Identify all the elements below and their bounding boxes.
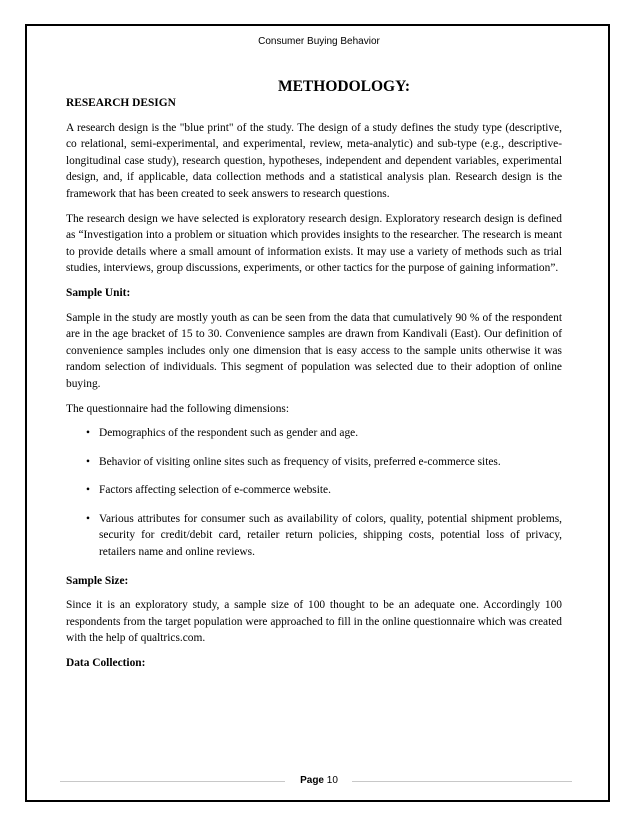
sample-size-paragraph: Since it is an exploratory study, a sample size of 100 thought to be an adequate one. Accordingly 100 respondents from the target population were approached to fill in the online questionnaire which was created with the help of qualtrics.com. (66, 599, 562, 645)
bullet-icon: • (86, 484, 90, 497)
list-item (66, 425, 562, 442)
page-number: 10 (326, 775, 338, 786)
list-item (66, 511, 562, 561)
research-design-paragraph-1: A research design is the "blue print" of the study. The design of a study defines the study type (descriptive, co relational, semi-experimental, and experimental, review, meta-analytic) and sub-type (e.g., descriptive-longitudinal case study), research question, hypotheses, independent and dependent variables, experimental design, and, if applicable, data collection methods and a statistical analysis plan. Research design is the framework that has been created to seek answers to research questions. (66, 121, 562, 200)
dimension-text: Demographics of the respondent such as gender and age. (99, 427, 359, 440)
dimensions-list (66, 425, 562, 561)
sample-size-heading: Sample Size: (66, 574, 129, 587)
running-header: Consumer Buying Behavior (258, 36, 380, 47)
bullet-icon: • (86, 455, 90, 468)
list-item (66, 482, 562, 499)
dimension-text: Behavior of visiting online sites such as frequency of visits, preferred e-commerce sites. (99, 455, 501, 468)
research-design-paragraph-2: The research design we have selected is exploratory research design. Exploratory research design is defined as “Investigation into a problem or situation which provides insights to the researcher. The research is meant to provide details where a small amount of information exists. It may use a variety of methods such as trial studies, interviews, group discussions, experiments, or other tactics for the purpose of gaining information”. (66, 212, 562, 275)
data-collection-heading: Data Collection: (66, 657, 146, 670)
bullet-icon: • (86, 512, 90, 525)
page-label: Page (300, 775, 324, 786)
page-title: METHODOLOGY: (277, 78, 411, 95)
sample-unit-heading: Sample Unit: (66, 286, 131, 299)
dimensions-intro: The questionnaire had the following dimensions: (66, 402, 290, 415)
page-footer (0, 774, 638, 788)
bullet-icon: • (86, 427, 90, 440)
list-item (66, 454, 562, 471)
document-body (66, 78, 562, 672)
dimension-text: Factors affecting selection of e-commerce website. (99, 484, 331, 497)
dimension-text: Various attributes for consumer such as availability of colors, quality, potential shipment problems, security for credit/debit card, retailer return policies, shipping costs, potential loss of privacy, retailers name and online reviews. (99, 512, 562, 559)
sample-unit-paragraph: Sample in the study are mostly youth as can be seen from the data that cumulatively 90 % of the respondent are in the age bracket of 15 to 30. Convenience samples are drawn from Kandivali (East). Our definition of convenience samples includes only one dimension that is easy access to the sample units otherwise it was random selection of individuals. This segment of population was selected due to their adoption of online buying. (66, 311, 562, 390)
research-design-heading: RESEARCH DESIGN (66, 97, 176, 109)
